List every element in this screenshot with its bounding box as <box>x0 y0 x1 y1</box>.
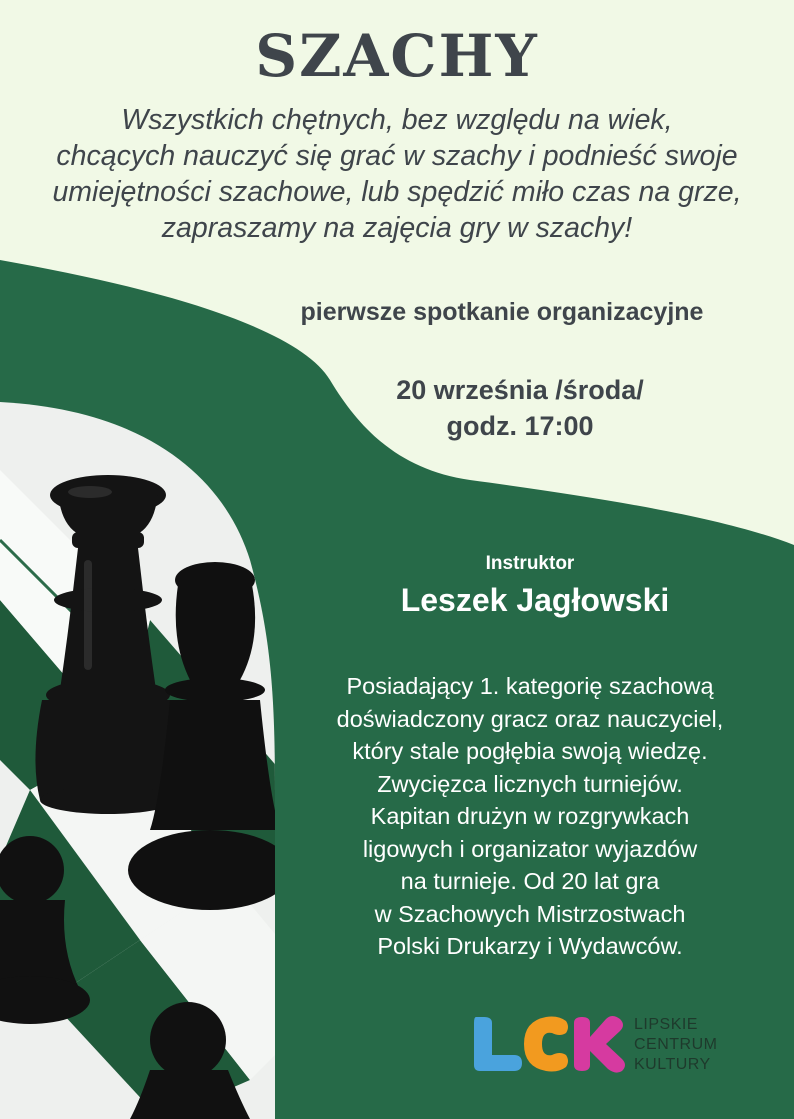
bio-line: w Szachowych Mistrzostwach <box>374 900 686 927</box>
intro-line: zapraszamy na zajęcia gry w szachy! <box>161 212 633 244</box>
bio-line: Polski Drukarzy i Wydawców. <box>377 933 683 959</box>
bio-line: Zwycięzca licznych turniejów. <box>377 770 683 797</box>
date-block <box>300 372 740 444</box>
bio-line: Posiadający 1. kategorię szachową <box>346 673 714 699</box>
logo-line: CENTRUM <box>634 1036 718 1053</box>
bio-line: który stale pogłębia swoją wiedzę. <box>352 738 708 764</box>
date-line: 20 września /środa/ <box>396 375 644 405</box>
instructor-role: Instruktor <box>485 553 575 574</box>
intro-line: Wszystkich chętnych, bez względu na wiek, <box>121 104 673 136</box>
logo-line: KULTURY <box>634 1056 711 1073</box>
intro-line: chcących nauczyć się grać w szachy i podnieść swoje <box>56 140 738 172</box>
bio-line: na turnieje. Od 20 lat gra <box>400 868 660 894</box>
intro-paragraph <box>10 102 784 246</box>
page-title: SZACHY <box>255 22 539 90</box>
lck-logo <box>470 1013 740 1075</box>
instructor-name: Leszek Jagłowski <box>400 582 670 618</box>
meeting-heading: pierwsze spotkanie organizacyjne <box>300 298 704 326</box>
bio-line: doświadczony gracz oraz nauczyciel, <box>336 705 724 732</box>
lck-logo-mark <box>470 1013 630 1075</box>
intro-line: umiejętności szachowe, lub spędzić miło czas na grze, <box>52 176 742 208</box>
lck-logo-text <box>634 1015 718 1075</box>
bio-line: ligowych i organizator wyjazdów <box>362 835 698 862</box>
instructor-bio <box>270 670 790 963</box>
time-line: godz. 17:00 <box>446 411 594 441</box>
bio-line: Kapitan drużyn w rozgrywkach <box>370 803 690 829</box>
logo-line: LIPSKIE <box>634 1016 698 1033</box>
